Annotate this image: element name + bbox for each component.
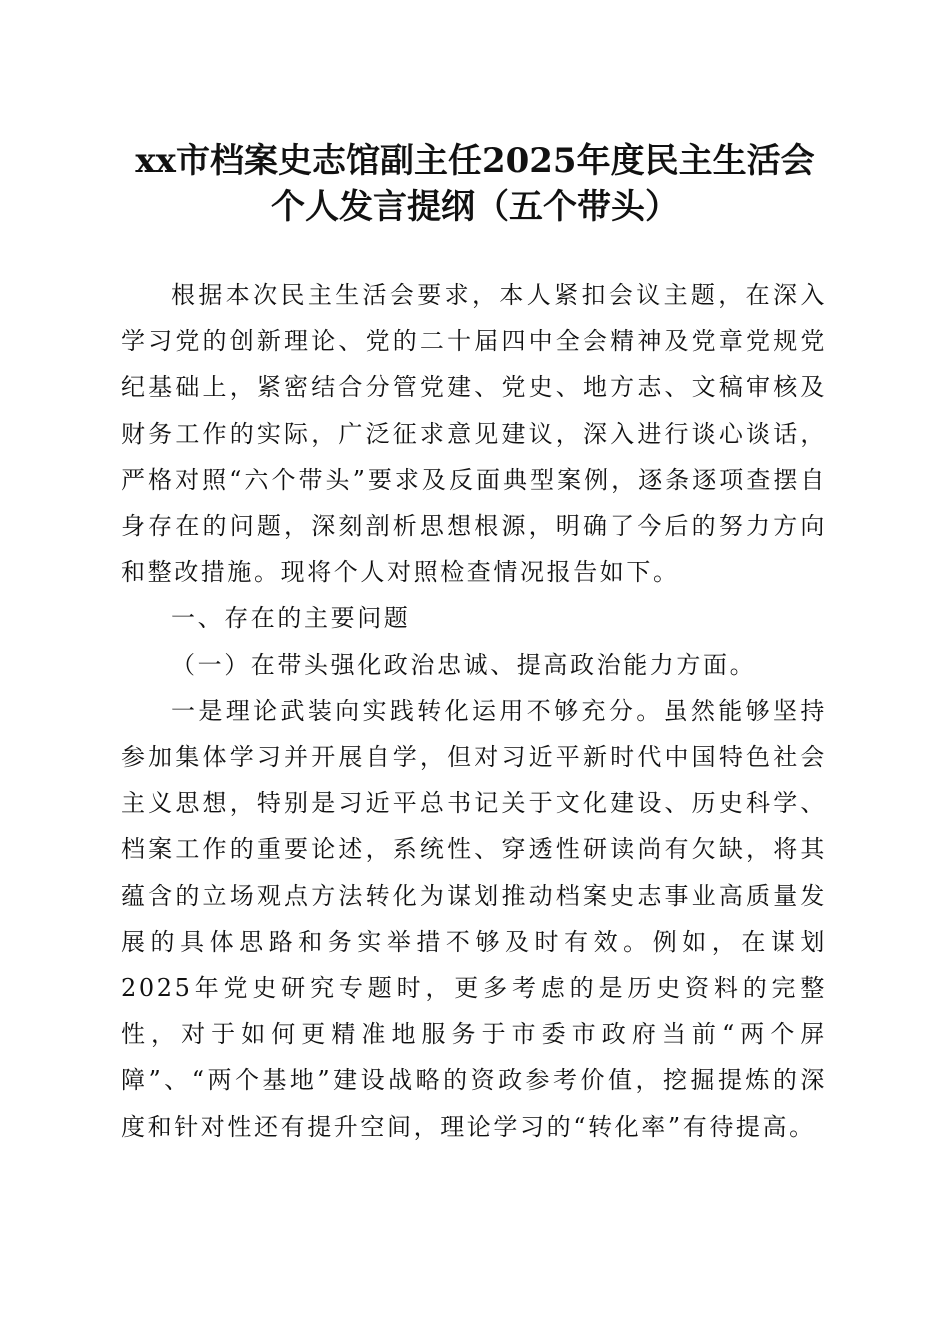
document-title-line-2: 个人发言提纲（五个带头） <box>271 187 679 227</box>
point-body: 虽然能够坚持参加集体学习并开展自学，但对习近平新时代中国特色社会主义思想，特别是习近平总书记关于文化建设、历史科学、档案工作的重要论述，系统性、穿透性研读尚有欠缺，将其蕴含的立场观点方法转化为谋划推动档案史志事业高质量发展的具体思路和务实举措不够及时有效。例如，在谋划2025年党史研究专题时，更多考虑的是历史资料的完整性，对于如何更精准地服务于市委市政府当前“两个屏障”、“两个基地”建设战略的资政参考价值，挖掘提炼的深度和针对性还有提升空间，理论学习的“转化率”有待提高。 <box>121 696 827 1141</box>
section-heading: 一、存在的主要问题 <box>171 604 411 633</box>
document-title-line-1: xx市档案史志馆副主任2025年度民主生活会 <box>135 141 815 181</box>
subsection-heading: （一）在带头强化政治忠诚、提高政治能力方面。 <box>171 650 757 679</box>
intro-paragraph: 根据本次民主生活会要求，本人紧扣会议主题，在深入学习党的创新理论、党的二十届四中全会精神及党章党规党纪基础上，紧密结合分管党建、党史、地方志、文稿审核及财务工作的实际，广泛征求意见建议，深入进行谈心谈话，严格对照“六个带头”要求及反面典型案例，逐条逐项查摆自身存在的问题，深刻剖析思想根源，明确了今后的努力方向和整改措施。现将个人对照检查情况报告如下。 <box>121 281 827 587</box>
document-body <box>121 272 827 1150</box>
point-paragraph <box>121 688 827 1150</box>
point-lead: 一是理论武装向实践转化运用不够充分。 <box>171 696 664 725</box>
